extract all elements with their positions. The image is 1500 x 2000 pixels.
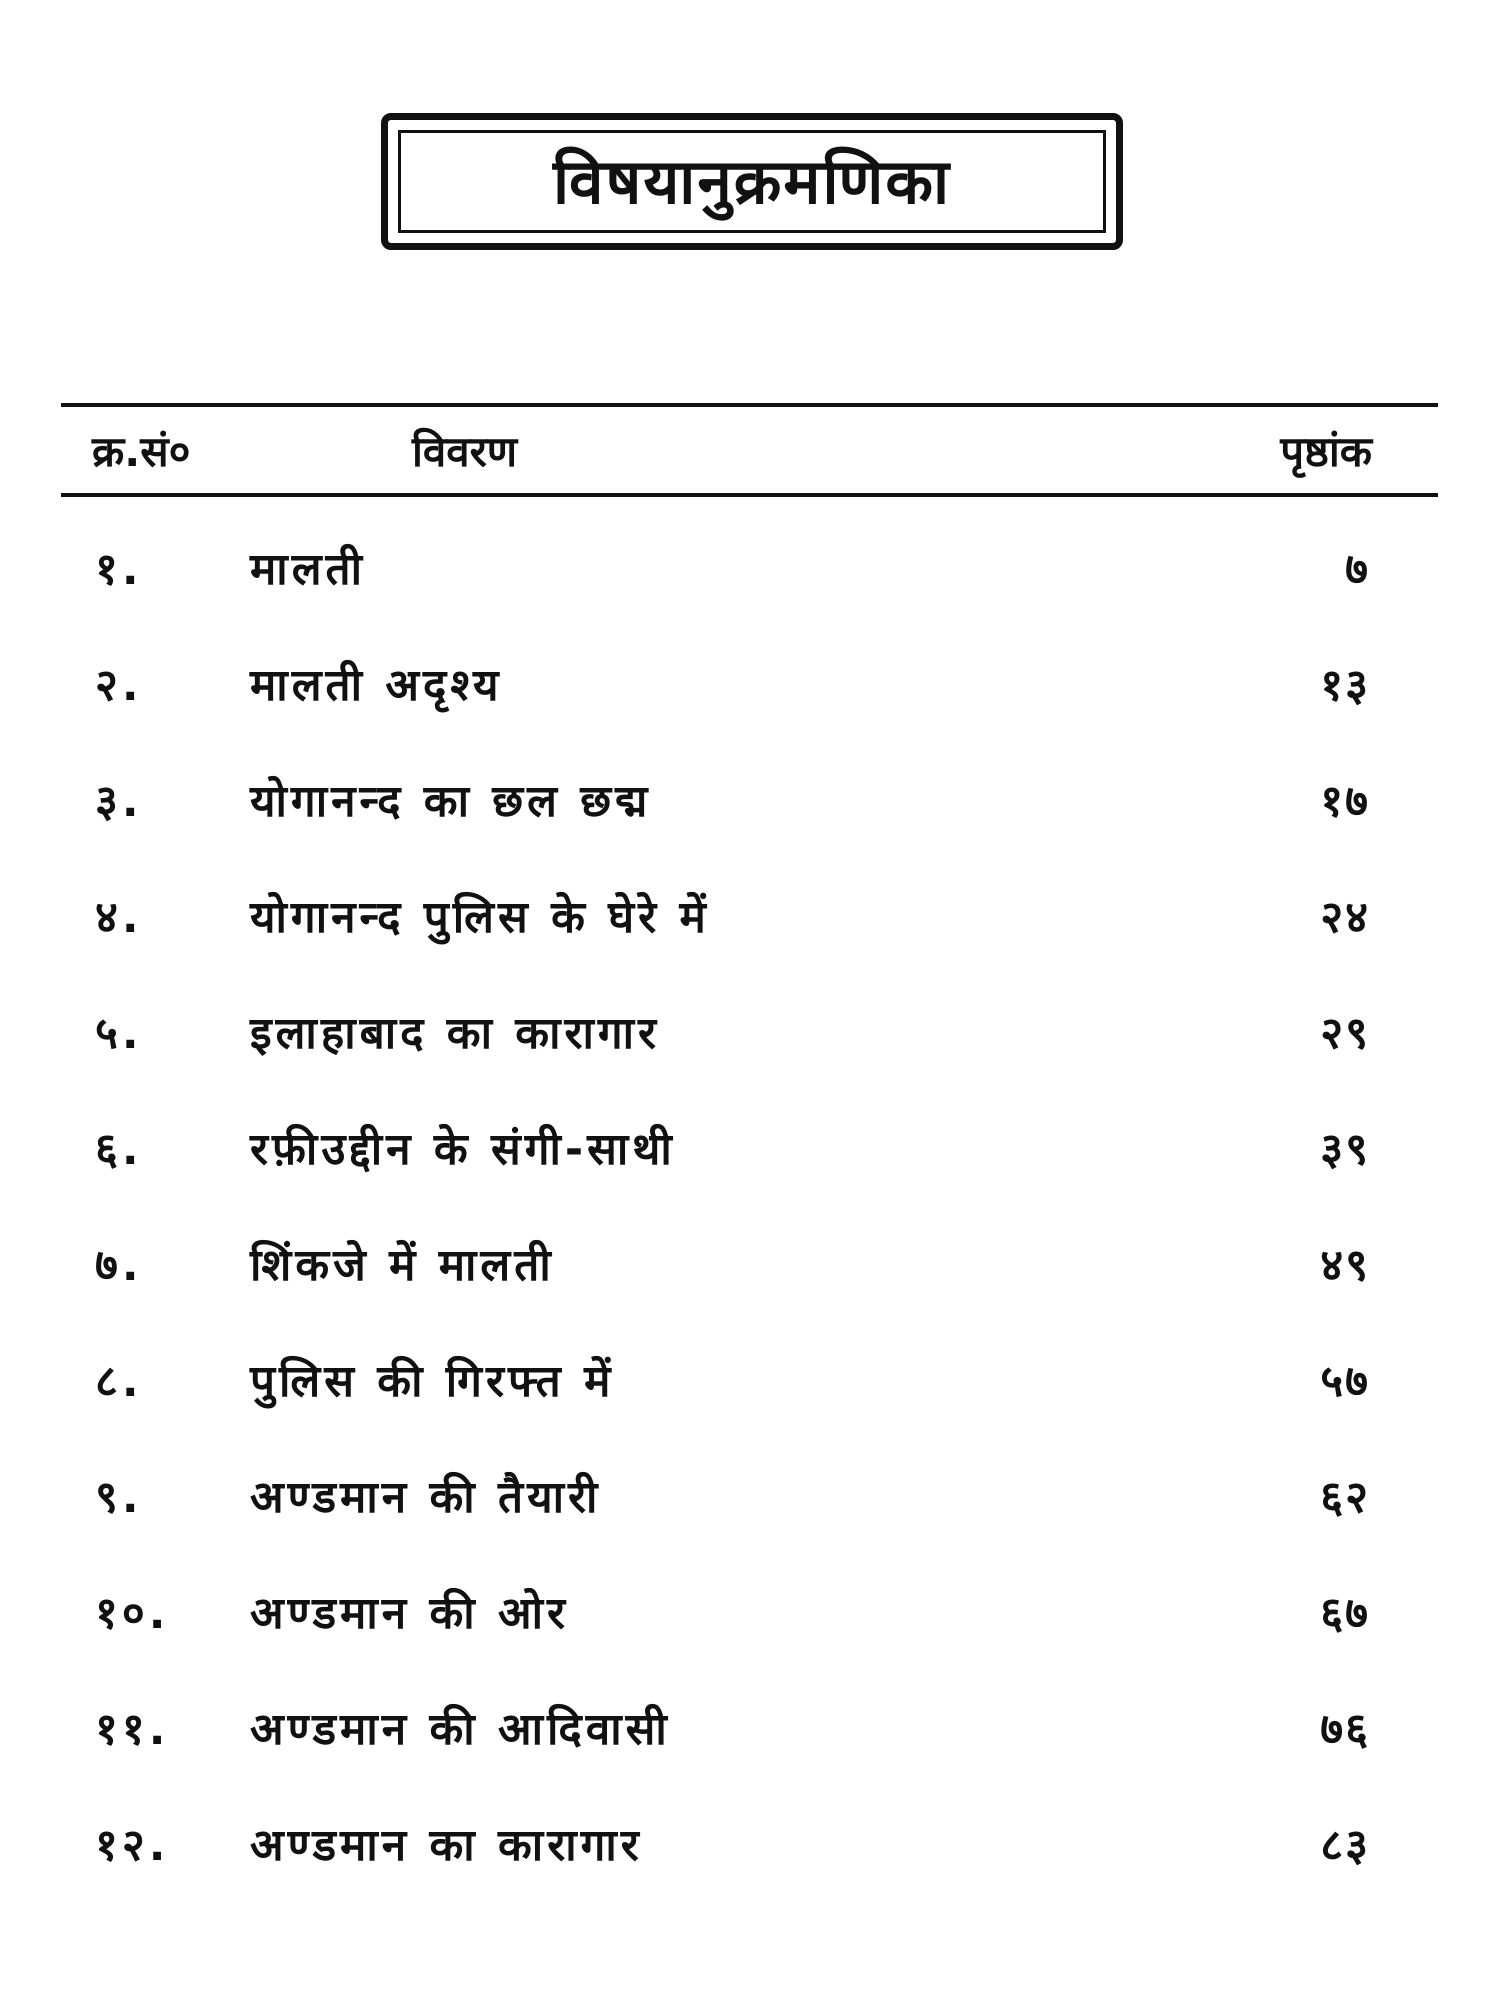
toc-row-title: योगानन्द का छल छद्म [250, 776, 652, 827]
toc-row-number: ३. [95, 776, 143, 827]
toc-row [0, 1584, 1500, 1644]
toc-row-title: अण्डमान की तैयारी [250, 1472, 602, 1523]
toc-row-page: ७ [1345, 544, 1370, 595]
toc-row-number: ५. [95, 1008, 143, 1059]
header-top-rule [61, 403, 1438, 407]
toc-row-page: ८३ [1320, 1820, 1370, 1871]
toc-row-title: अण्डमान की आदिवासी [250, 1704, 671, 1755]
toc-row-title: मालती [250, 544, 367, 595]
toc-row-page: ६२ [1320, 1472, 1370, 1523]
toc-row-page: ३९ [1320, 1124, 1370, 1175]
title-box [381, 113, 1123, 250]
toc-row [0, 540, 1500, 600]
toc-row-page: २४ [1320, 892, 1370, 943]
toc-row [0, 888, 1500, 948]
toc-row-title: रफ़ीउद्दीन के संगी-साथी [250, 1124, 676, 1175]
toc-row-number: ४. [95, 892, 143, 943]
toc-row [0, 1700, 1500, 1760]
toc-row [0, 1004, 1500, 1064]
toc-row-page: ५७ [1320, 1356, 1370, 1407]
toc-row-page: २९ [1320, 1008, 1370, 1059]
toc-row [0, 1120, 1500, 1180]
toc-row-title: मालती अदृश्य [250, 660, 503, 711]
toc-row [0, 772, 1500, 832]
toc-row-page: ६७ [1320, 1588, 1370, 1639]
toc-row [0, 656, 1500, 716]
toc-row-page: ४९ [1320, 1240, 1370, 1291]
toc-row-title: शिंकजे में मालती [250, 1240, 555, 1291]
toc-row [0, 1236, 1500, 1296]
header-serial-number: क्र.सं० [92, 427, 191, 476]
toc-row-page: १७ [1320, 776, 1370, 827]
toc-row-title: अण्डमान की ओर [250, 1588, 570, 1639]
toc-row-number: ७. [95, 1240, 143, 1291]
toc-row [0, 1468, 1500, 1528]
toc-row-title: योगानन्द पुलिस के घेरे में [250, 892, 710, 943]
toc-row-page: १३ [1320, 660, 1370, 711]
toc-row-number: २. [95, 660, 143, 711]
title-box-inner [398, 130, 1106, 233]
toc-row-number: ६. [95, 1124, 143, 1175]
toc-row-title: इलाहाबाद का कारागार [250, 1008, 661, 1059]
header-description: विवरण [412, 427, 518, 476]
toc-row-number: ११. [95, 1704, 170, 1755]
header-page-number: पृष्ठांक [1280, 427, 1372, 476]
toc-row-title: पुलिस की गिरफ्त में [250, 1356, 615, 1407]
toc-row-number: १०. [95, 1588, 170, 1639]
header-bottom-rule [61, 493, 1438, 497]
toc-row-title: अण्डमान का कारागार [250, 1820, 643, 1871]
toc-row-number: ९. [95, 1472, 143, 1523]
toc-row [0, 1352, 1500, 1412]
toc-row-number: ८. [95, 1356, 143, 1407]
toc-row [0, 1816, 1500, 1876]
page-title: विषयानुक्रमणिका [552, 144, 952, 218]
toc-row-number: १. [95, 544, 143, 595]
toc-row-number: १२. [95, 1820, 170, 1871]
toc-row-page: ७६ [1320, 1704, 1370, 1755]
